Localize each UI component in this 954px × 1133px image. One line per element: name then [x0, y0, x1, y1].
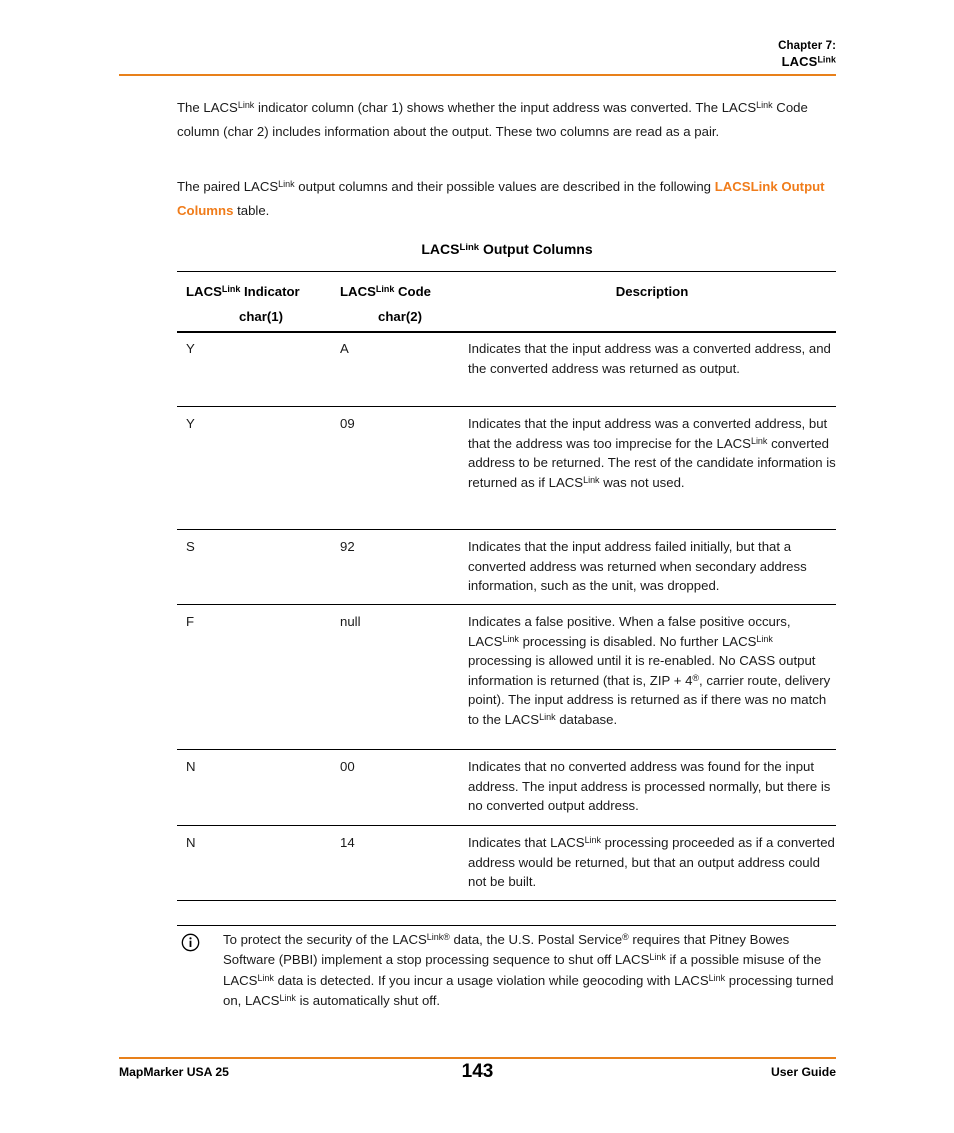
- table-header-sub-2: Description: [615, 284, 689, 299]
- note-text-10: processing turned on, LACS: [223, 972, 834, 1009]
- note-sup-11: Link: [279, 993, 296, 1004]
- cell-description: [468, 537, 836, 596]
- note-text-8: data is detected. If you incur a usage violation while geocoding with LACS: [273, 972, 709, 988]
- table-rule: [177, 900, 836, 901]
- footer-product: MapMarker USA 25: [119, 1065, 229, 1079]
- cell-code: 14: [340, 835, 355, 850]
- table-header-sup-1: Link: [375, 284, 395, 295]
- cell-description: [468, 414, 836, 492]
- note-block: [177, 930, 836, 1012]
- cell-indicator: F: [186, 614, 195, 629]
- cell-description-3-text-8: database.: [555, 711, 618, 727]
- para2-sup1: Link: [278, 179, 295, 190]
- cell-indicator: N: [186, 759, 196, 774]
- table-caption-sup: Link: [459, 242, 480, 254]
- cell-code: 00: [340, 759, 355, 774]
- footer-page-number: 143: [461, 1061, 494, 1082]
- table-header-pre-0: LACS: [186, 284, 222, 299]
- cell-description-3-sup-7: Link: [539, 712, 556, 723]
- para1-seg1: The LACS: [177, 100, 238, 115]
- para1-sup2: Link: [756, 100, 773, 111]
- info-circle-icon: [181, 933, 200, 952]
- cell-description-5-text-0: Indicates that LACS: [468, 835, 585, 850]
- note-text-4: requires that Pitney Bowes Software (PBBI) implement a stop processing sequence to shut off LACS: [223, 932, 790, 968]
- table-rule: [177, 331, 836, 333]
- running-header: [119, 38, 836, 70]
- running-header-topic: [119, 54, 836, 70]
- cell-description-0-text-0: Indicates that the input address was a converted address, and the converted address was returned as output.: [468, 341, 831, 376]
- running-header-chapter: Chapter 7:: [778, 40, 836, 52]
- note-text: [223, 930, 836, 1012]
- note-text-12: is automatically shut off.: [295, 993, 441, 1009]
- table-rule: [177, 749, 836, 750]
- cell-description-1-text-2: converted address to be returned. The rest of the candidate information is returned as if LACS: [468, 435, 836, 490]
- cell-description-1-text-4: was not used.: [599, 474, 685, 490]
- para2-seg3: table.: [233, 203, 270, 218]
- intro-paragraph-1: [177, 96, 837, 144]
- note-sup-7: Link: [257, 973, 274, 984]
- running-header-topic-sup: Link: [817, 54, 836, 65]
- cell-code: A: [340, 341, 349, 356]
- cell-description-3-text-0: Indicates a false positive. When a false positive occurs, LACS: [468, 614, 791, 649]
- table-rule: [177, 604, 836, 605]
- table-header-sub-0: char(1): [239, 309, 283, 324]
- note-text-6: if a possible misuse of the LACS: [223, 952, 822, 988]
- table-header-post-1: Code: [394, 284, 431, 299]
- cell-description-5-text-2: processing proceeded as if a converted address would be returned, but that an output address could not be built.: [468, 835, 835, 890]
- cell-description-3-sup-3: Link: [756, 633, 773, 644]
- para2-seg2: output columns and their possible values are described in the following: [294, 179, 715, 194]
- cell-description-3-text-4: processing is allowed until it is re-enabled. No CASS output information is returned (that is, ZIP + 4: [468, 653, 816, 688]
- cell-code: 92: [340, 539, 355, 554]
- para2-seg1: The paired LACS: [177, 179, 279, 194]
- header-rule: [119, 74, 836, 76]
- cell-description-1-sup-3: Link: [583, 475, 600, 486]
- table-header-post-0: Indicator: [240, 284, 300, 299]
- footer-rule: [119, 1057, 836, 1059]
- note-sup-1: Link®: [426, 932, 450, 943]
- cell-code: 09: [340, 416, 355, 431]
- cell-description-3-text-2: processing is disabled. No further LACS: [518, 633, 757, 649]
- cell-indicator: Y: [186, 416, 195, 431]
- note-text-0: To protect the security of the LACS: [223, 932, 427, 947]
- table-rule: [177, 271, 836, 272]
- note-sup-9: Link: [708, 973, 726, 984]
- cell-description: [468, 339, 836, 378]
- cell-description-1-text-0: Indicates that the input address was a converted address, but that the address was too imprecise for the LACS: [468, 416, 828, 451]
- cell-description: [468, 757, 836, 816]
- table-caption-pre: LACS: [421, 241, 460, 257]
- para1-seg2: indicator column (char 1) shows whether the input address was converted. The LACS: [254, 100, 757, 115]
- intro-paragraph-2: [177, 175, 837, 223]
- table-rule: [177, 529, 836, 530]
- table-caption: [177, 241, 837, 257]
- cross-reference-link[interactable]: LACSLink Output Columns: [177, 179, 825, 218]
- table-caption-post: Output Columns: [479, 241, 593, 257]
- cell-description-3-sup-1: Link: [502, 633, 519, 644]
- table-header-cell-0: [186, 279, 336, 329]
- cell-indicator: N: [186, 835, 196, 850]
- note-sup-3: ®: [622, 932, 629, 943]
- table-rule: [177, 825, 836, 826]
- cell-description-1-sup-1: Link: [750, 435, 768, 446]
- cell-indicator: Y: [186, 341, 195, 356]
- table-header-pre-1: LACS: [340, 284, 376, 299]
- cell-description-5-sup-1: Link: [584, 835, 602, 846]
- cell-code: null: [340, 614, 361, 629]
- table-header-cell-1: [340, 279, 460, 329]
- footer-doc-type: User Guide: [770, 1065, 836, 1079]
- note-sup-5: Link: [649, 952, 666, 963]
- cell-description-3-text-6: , carrier route, delivery point). The input address is returned as if there was no match to the LACS: [468, 672, 831, 727]
- cell-description-3-sup-5: ®: [692, 673, 700, 684]
- note-separator-rule: [177, 925, 836, 926]
- table-header-row: [177, 279, 836, 331]
- table-header-sup-0: Link: [221, 284, 241, 295]
- cell-description-4-text-0: Indicates that no converted address was found for the input address. The input address is processed normally, but there is no converted output address.: [468, 759, 831, 814]
- cell-indicator: S: [186, 539, 195, 554]
- running-header-topic-text: LACS: [781, 54, 818, 69]
- table-header-cell-2: [468, 279, 836, 304]
- table-rule: [177, 406, 836, 407]
- cell-description-2-text-0: Indicates that the input address failed initially, but that a converted address was returned when secondary address information, such as the unit, was dropped.: [468, 539, 807, 594]
- table-header-sub-1: char(2): [378, 309, 422, 324]
- cell-description: [468, 833, 836, 892]
- note-text-2: data, the U.S. Postal Service: [449, 932, 623, 947]
- para1-sup1: Link: [237, 100, 255, 111]
- cell-description: [468, 612, 836, 730]
- para1-seg3: Code column (char 2) includes information about the output. These two columns are read as a pair.: [177, 100, 808, 139]
